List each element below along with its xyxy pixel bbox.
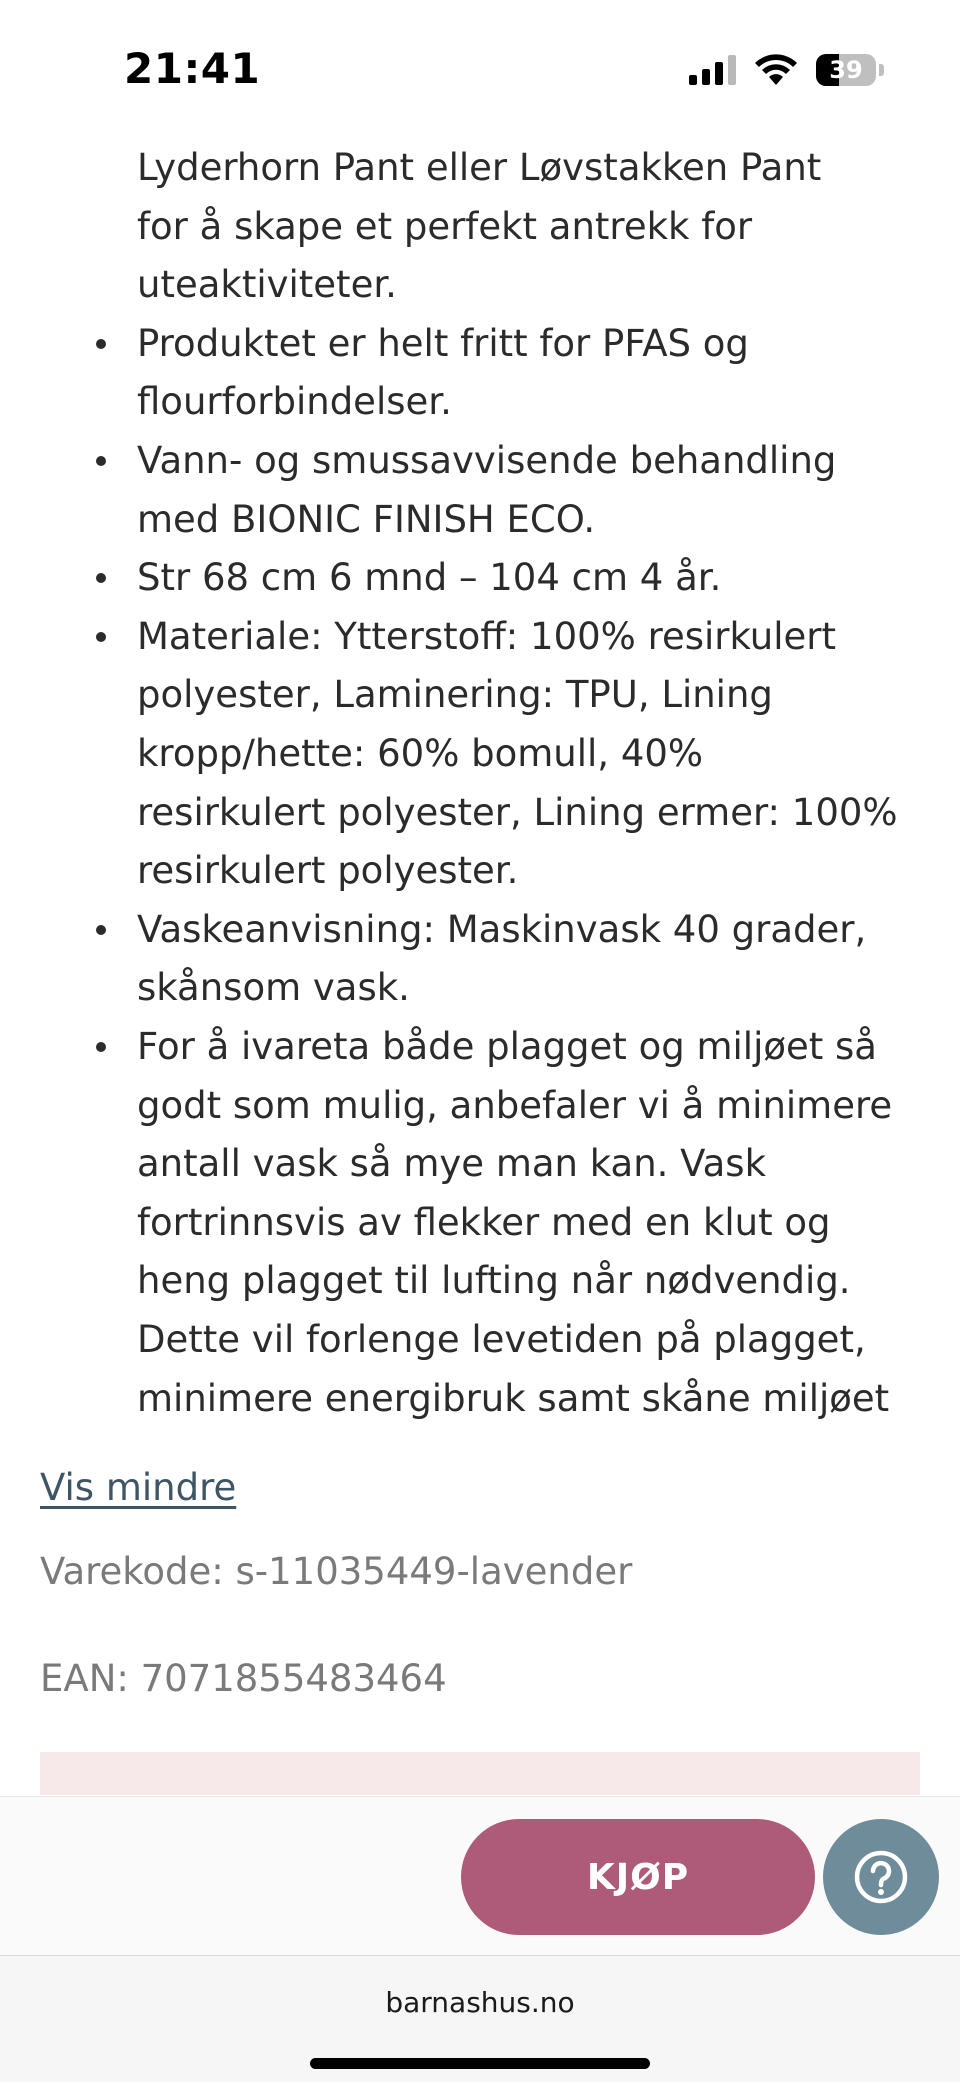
bullet-icon [96,1042,106,1052]
question-circle-icon [853,1849,909,1905]
battery-nub [879,64,884,76]
description-line: skånsom vask. [137,966,410,1010]
product-ean: EAN: 7071855483464 [40,1657,447,1700]
description-line: minimere energibruk samt skåne miljøet [137,1376,890,1420]
status-time: 21:41 [124,44,261,93]
description-line: for å skape et perfekt antrekk for [137,204,753,248]
bullet-icon [96,925,106,935]
description-line: flourforbindelser. [137,380,452,424]
description-line: Vann- og smussavvisende behandling [137,439,837,482]
help-button[interactable] [823,1819,939,1935]
description-line: For å ivareta både plagget og miljøet så [137,1025,877,1068]
description-line: resirkulert polyester. [137,849,519,893]
buy-button[interactable]: KJØP [461,1819,815,1935]
status-icons [689,52,884,88]
description-line: Materiale: Ytterstoff: 100% resirkulert [137,614,837,658]
product-description [0,140,960,1430]
description-line: med BIONIC FINISH ECO. [137,497,596,541]
description-line: Lyderhorn Pant eller Løvstakken Pant [137,146,822,189]
cellular-signal-icon [689,55,736,85]
sticky-action-bar [0,1796,960,1955]
description-line: polyester, Laminering: TPU, Lining [137,673,773,717]
battery-level: 39 [829,56,863,84]
bullet-icon [96,339,106,349]
bullet-icon [96,573,106,583]
promo-box [40,1752,920,1795]
description-line: Str 68 cm 6 mnd – 104 cm 4 år. [137,556,722,600]
description-line: Vaskeanvisning: Maskinvask 40 grader, [137,907,867,951]
description-line: Produktet er helt fritt for PFAS og [137,321,749,365]
battery-icon [816,54,876,86]
description-line: resirkulert polyester, Lining ermer: 100% [137,790,898,834]
description-line: heng plagget til lufting når nødvendig. [137,1259,851,1303]
url-label[interactable]: barnashus.no [385,1986,575,2019]
product-sku: Varekode: s-11035449-lavender [40,1550,633,1593]
description-line: godt som mulig, anbefaler vi å minimere [137,1083,893,1127]
wifi-icon [754,53,798,87]
product-page-content[interactable] [0,140,960,1795]
description-line: kropp/hette: 60% bomull, 40% [137,732,704,775]
show-less-link[interactable]: Vis mindre [40,1466,237,1509]
home-indicator[interactable] [310,2058,650,2069]
description-line: uteaktiviteter. [137,263,397,307]
description-line: Dette vil forlenge levetiden på plagget, [137,1318,866,1361]
description-line: antall vask så mye man kan. Vask [137,1142,766,1186]
browser-address-bar[interactable] [0,1955,960,2082]
status-bar [0,0,960,140]
bullet-icon [96,456,106,466]
bullet-icon [96,632,106,642]
description-line: fortrinnsvis av flekker med en klut og [137,1200,831,1244]
